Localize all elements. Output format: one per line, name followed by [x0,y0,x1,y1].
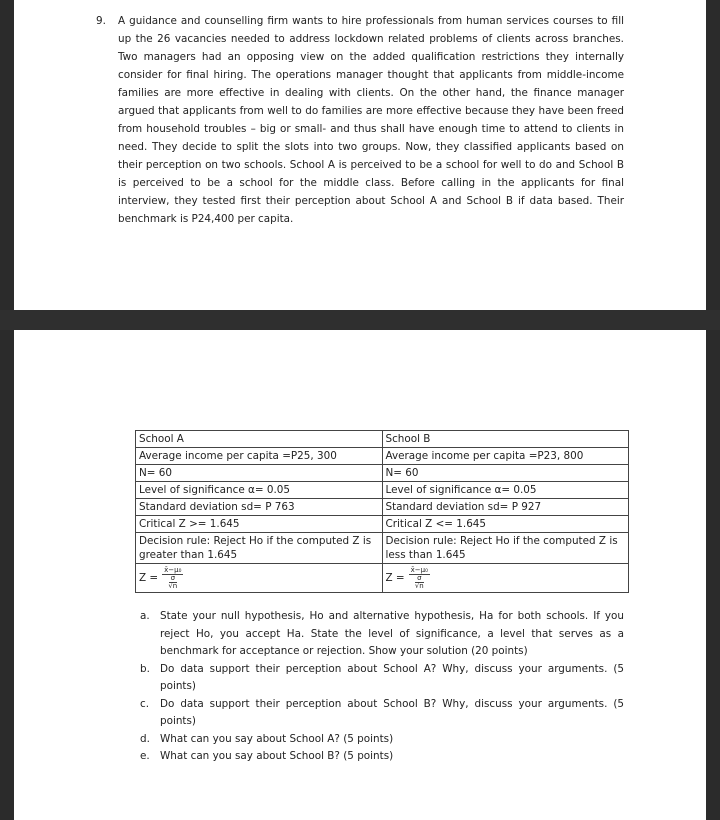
page-separator [0,310,720,330]
school-b-formula-cell [382,564,629,593]
formula-numerator: x̄−μ₀ [164,565,182,574]
part-text: What can you say about School B? (5 points) [160,750,394,762]
formula-sqrt-n: √n [414,581,424,590]
table-row [136,482,629,499]
z-label: Z = [139,572,159,584]
school-a-formula-cell [136,564,383,593]
page-edge-left-lower [0,330,14,820]
page-edge-left [0,0,14,310]
school-b-income: Average income per capita =P23, 800 [382,448,629,465]
formula-numerator: x̄−μ₀ [410,565,428,574]
z-formula [386,565,626,591]
question-number: 9. [96,15,106,27]
school-data-table [135,430,629,593]
school-b-sd: Standard deviation sd= P 927 [382,499,629,516]
table-row [136,448,629,465]
table-row [136,533,629,564]
list-item [140,608,624,661]
table-row [136,499,629,516]
formula-sqrt-n: √n [168,581,178,590]
question-text: A guidance and counselling firm wants to hire professionals from human services courses to fill up the 26 vacancies needed to address lockdown related problems of clients across branches. Two managers had an opposing view on the added qualification restrictions they internally consider for final hiring. The operations manager thought that applicants from middle-income families are more effective in dealing with clients. On the other hand, the finance manager argued that applicants from well to do families are more effective because they have been freed from household troubles – big or small- and thus shall have enough time to attend to clients in need. They decide to split the slots into two groups. Now, they classified applicants based on their perception on two schools. School A is perceived to be a school for well to do and School B is perceived to be a school for the middle class. Before calling in the applicants for final interview, they tested first their perception about School A and School B if data based. Their benchmark is P24,400 per capita. [118,15,624,225]
school-b-n: N= 60 [382,465,629,482]
part-text: State your null hypothesis, Ho and alternative hypothesis, Ha for both schools. If you reject Ho, you accept Ha. State the level of significance, a level that serves as a benchmark for acceptance or rejection. Show your solution (20 points) [160,610,624,657]
school-a-n: N= 60 [136,465,383,482]
part-letter: d. [140,732,150,745]
part-letter: a. [140,610,150,622]
part-letter: e. [140,750,150,762]
formula-sigma: σ [170,573,175,582]
school-a-critical: Critical Z >= 1.645 [136,516,383,533]
table-row [136,465,629,482]
part-letter: b. [140,662,150,675]
school-a-alpha: Level of significance α= 0.05 [136,482,383,499]
page-edge-right [706,0,720,310]
school-b-name: School B [382,431,629,448]
table-row [136,516,629,533]
part-text: What can you say about School A? (5 points) [160,732,394,745]
school-a-name: School A [136,431,383,448]
z-label: Z = [385,572,405,584]
list-item [140,731,624,749]
z-fraction [409,567,430,590]
z-formula [139,565,379,591]
formula-denominator [168,575,177,590]
formula-denominator [415,575,424,590]
formula-sigma: σ [417,573,422,582]
school-b-decision: Decision rule: Reject Ho if the computed Z is less than 1.645 [382,533,629,564]
table-row [136,564,629,593]
table-row [136,431,629,448]
question-block [96,12,624,228]
school-a-sd: Standard deviation sd= P 763 [136,499,383,516]
list-item [140,696,624,731]
z-fraction [162,567,183,590]
school-a-decision: Decision rule: Reject Ho if the computed Z is greater than 1.645 [136,533,383,564]
school-b-alpha: Level of significance α= 0.05 [382,482,629,499]
school-b-critical: Critical Z <= 1.645 [382,516,629,533]
list-item [140,748,624,766]
part-text: Do data support their perception about School A? Why, discuss your arguments. (5 points) [160,662,624,692]
part-text: Do data support their perception about School B? Why, discuss your arguments. (5 points) [160,697,624,727]
list-item [140,661,624,696]
page-edge-right-lower [706,330,720,820]
school-a-income: Average income per capita =P25, 300 [136,448,383,465]
question-parts-list [140,608,624,766]
part-letter: c. [140,697,150,710]
